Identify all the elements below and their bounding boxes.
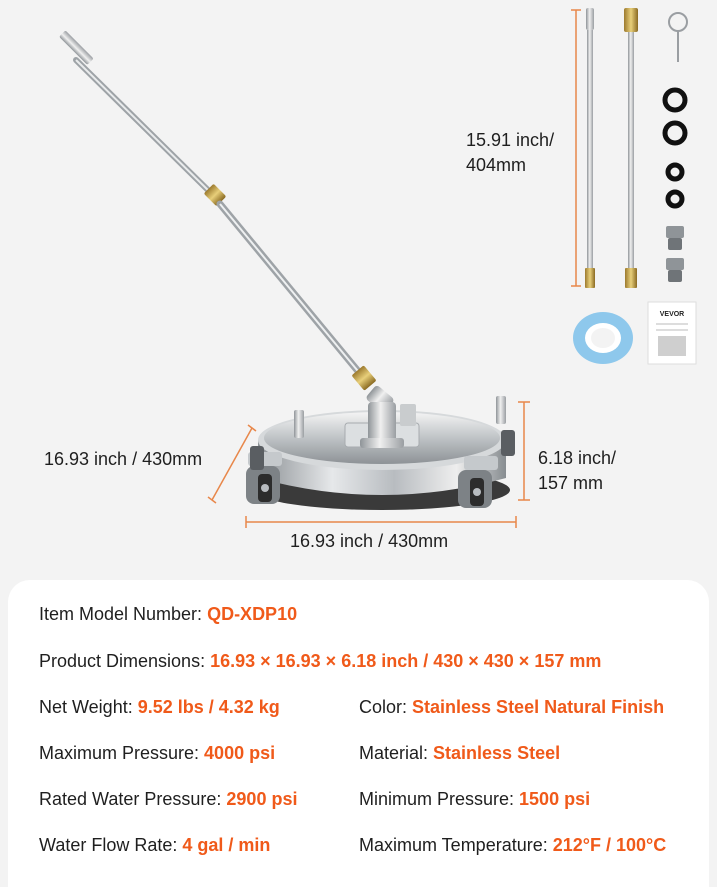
surface-cleaner	[246, 396, 515, 510]
user-manual	[648, 302, 696, 364]
o-rings	[665, 90, 685, 206]
diameter-label-left: 16.93 inch / 430mm	[44, 449, 203, 469]
spec-dimensions: Product Dimensions: 16.93 × 16.93 × 6.18 inch / 430 × 430 × 157 mm	[39, 651, 602, 671]
spec-material: Material: Stainless Steel	[359, 743, 561, 763]
pin	[669, 13, 687, 62]
height-label: 6.18 inch/ 157 mm	[538, 448, 617, 493]
spec-max-temperature: Maximum Temperature: 212°F / 100°C	[359, 835, 667, 855]
spec-min-pressure: Minimum Pressure: 1500 psi	[359, 789, 591, 809]
spec-rated-pressure: Rated Water Pressure: 2900 psi	[39, 789, 298, 809]
diameter-label-bottom: 16.93 inch / 430mm	[290, 531, 449, 551]
spec-color: Color: Stainless Steel Natural Finish	[359, 697, 665, 717]
adapters	[666, 226, 684, 282]
spec-max-pressure: Maximum Pressure: 4000 psi	[39, 743, 276, 763]
spec-weight: Net Weight: 9.52 lbs / 4.32 kg	[39, 697, 280, 717]
rod-length-label: 15.91 inch/ 404mm	[466, 130, 555, 175]
spec-flow-rate: Water Flow Rate: 4 gal / min	[39, 835, 271, 855]
wand	[59, 30, 395, 413]
specifications-card	[8, 580, 709, 887]
spec-model: Item Model Number: QD-XDP10	[39, 604, 298, 624]
manual-brand: VEVOR	[659, 311, 685, 318]
thread-tape	[573, 312, 633, 364]
extension-rods	[585, 8, 638, 288]
